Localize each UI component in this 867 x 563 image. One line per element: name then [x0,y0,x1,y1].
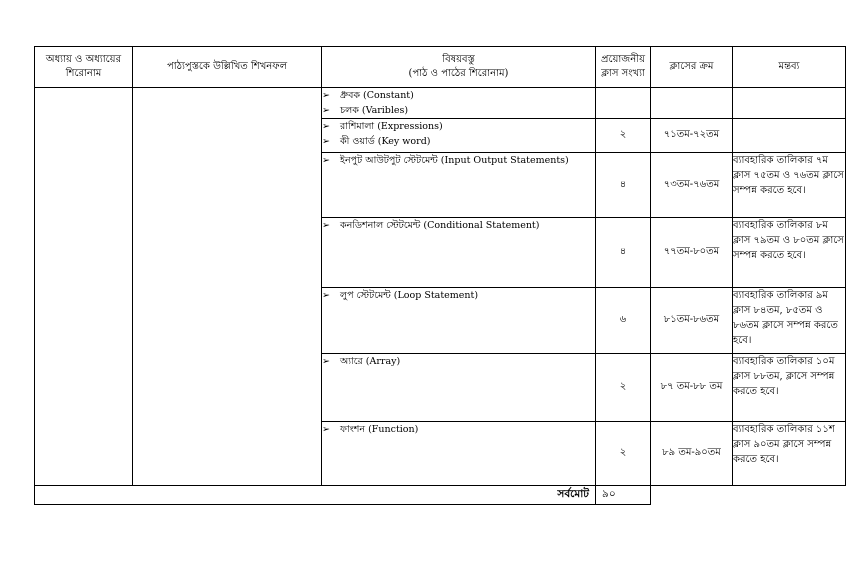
classes-cell: ৪ [596,218,651,288]
header-order-text: ক্লাসের ক্রম [669,61,714,72]
header-chapter [35,47,133,88]
arrow-bullet-icon: ➢ [322,424,330,435]
header-chapter-line2: শিরোনাম [65,68,102,79]
classes-cell: ৬ [596,288,651,354]
total-label: সর্বমোট [35,486,596,505]
total-value: ৯০ [596,486,651,505]
table-row [35,88,846,119]
arrow-bullet-icon: ➢ [322,121,330,132]
remarks-cell: ব্যাবহারিক তালিকার ৯ম ক্লাস ৮৪তম, ৮৫তম ও ৮৬তম ক্লাসে সম্পন্ন করতে হবে। [733,288,846,354]
order-cell: ৭৩তম-৭৬তম [651,153,733,218]
topic-cell [322,119,596,153]
classes-cell: ৪ [596,153,651,218]
arrow-bullet-icon: ➢ [322,356,330,367]
arrow-bullet-icon: ➢ [322,90,330,101]
chapter-cell [35,88,133,486]
remarks-cell [733,119,846,153]
remarks-cell: ব্যাবহারিক তালিকার ৭ম ক্লাস ৭৫তম ও ৭৬তম ক্লাসে সম্পন্ন করতে হবে। [733,153,846,218]
list-item: ➢ অ্যারে (Array) [322,356,401,367]
order-cell [651,88,733,119]
arrow-bullet-icon: ➢ [322,105,330,116]
list-item: ➢ লুপ স্টেটমেন্ট (Loop Statement) [322,290,479,301]
arrow-bullet-icon: ➢ [322,290,330,301]
header-row [35,47,846,88]
order-cell: ৭১তম-৭২তম [651,119,733,153]
classes-cell [596,88,651,119]
order-cell: ৮৭ তম-৮৮ তম [651,354,733,422]
header-outcome-text: পাঠ্যপুস্তকে উল্লিখিত শিখনফল [166,61,288,72]
list-item: ➢ কনডিশনাল স্টেটমেন্ট (Conditional Statement) [322,220,540,231]
header-content-line1: বিষয়বস্তু [442,54,475,65]
topic-cell [322,218,596,288]
classes-cell: ২ [596,354,651,422]
list-item: ➢ ইনপুট আউটপুট স্টেটমেন্ট (Input Output Statements) [322,155,569,166]
topic-cell [322,153,596,218]
header-classes [596,47,651,88]
arrow-bullet-icon: ➢ [322,220,330,231]
list-item: ➢ কী ওয়ার্ড (Key word) [322,136,431,147]
order-cell: ৭৭তম-৮০তম [651,218,733,288]
order-cell: ৮১তম-৮৬তম [651,288,733,354]
list-item: ➢ রাশিমালা (Expressions) [322,121,443,132]
remarks-cell: ব্যাবহারিক তালিকার ১০ম ক্লাস ৮৮তম, ক্লাসে সম্পন্ন করতে হবে। [733,354,846,422]
header-outcome [133,47,322,88]
remarks-cell [733,88,846,119]
header-chapter-line1: অধ্যায় ও অধ্যায়ের [45,54,122,65]
header-order [651,47,733,88]
remarks-cell: ব্যাবহারিক তালিকার ৮ম ক্লাস ৭৯তম ও ৮০তম ক্লাসে সম্পন্ন করতে হবে। [733,218,846,288]
arrow-bullet-icon: ➢ [322,136,330,147]
order-cell: ৮৯ তম-৯০তম [651,422,733,486]
header-content [322,47,596,88]
list-item: ➢ চলক (Varibles) [322,105,409,116]
classes-cell: ২ [596,422,651,486]
outcome-cell [133,88,322,486]
syllabus-table [34,46,846,505]
total-row [35,486,846,505]
list-item: ➢ ধ্রুবক (Constant) [322,90,414,101]
list-item: ➢ ফাংশন (Function) [322,424,419,435]
topic-cell [322,422,596,486]
topic-cell [322,88,596,119]
header-remarks-text: মন্তব্য [778,61,800,72]
topic-cell [322,354,596,422]
total-empty-cell [651,486,846,505]
header-content-line2: (পাঠ ও পাঠের শিরোনাম) [408,68,509,79]
remarks-cell: ব্যাবহারিক তালিকার ১১শ ক্লাস ৯০তম ক্লাসে সম্পন্ন করতে হবে। [733,422,846,486]
header-classes-line2: ক্লাস সংখ্যা [601,68,645,79]
header-classes-line1: প্রয়োজনীয় [601,54,645,65]
arrow-bullet-icon: ➢ [322,155,330,166]
topic-cell [322,288,596,354]
header-remarks [733,47,846,88]
classes-cell: ২ [596,119,651,153]
